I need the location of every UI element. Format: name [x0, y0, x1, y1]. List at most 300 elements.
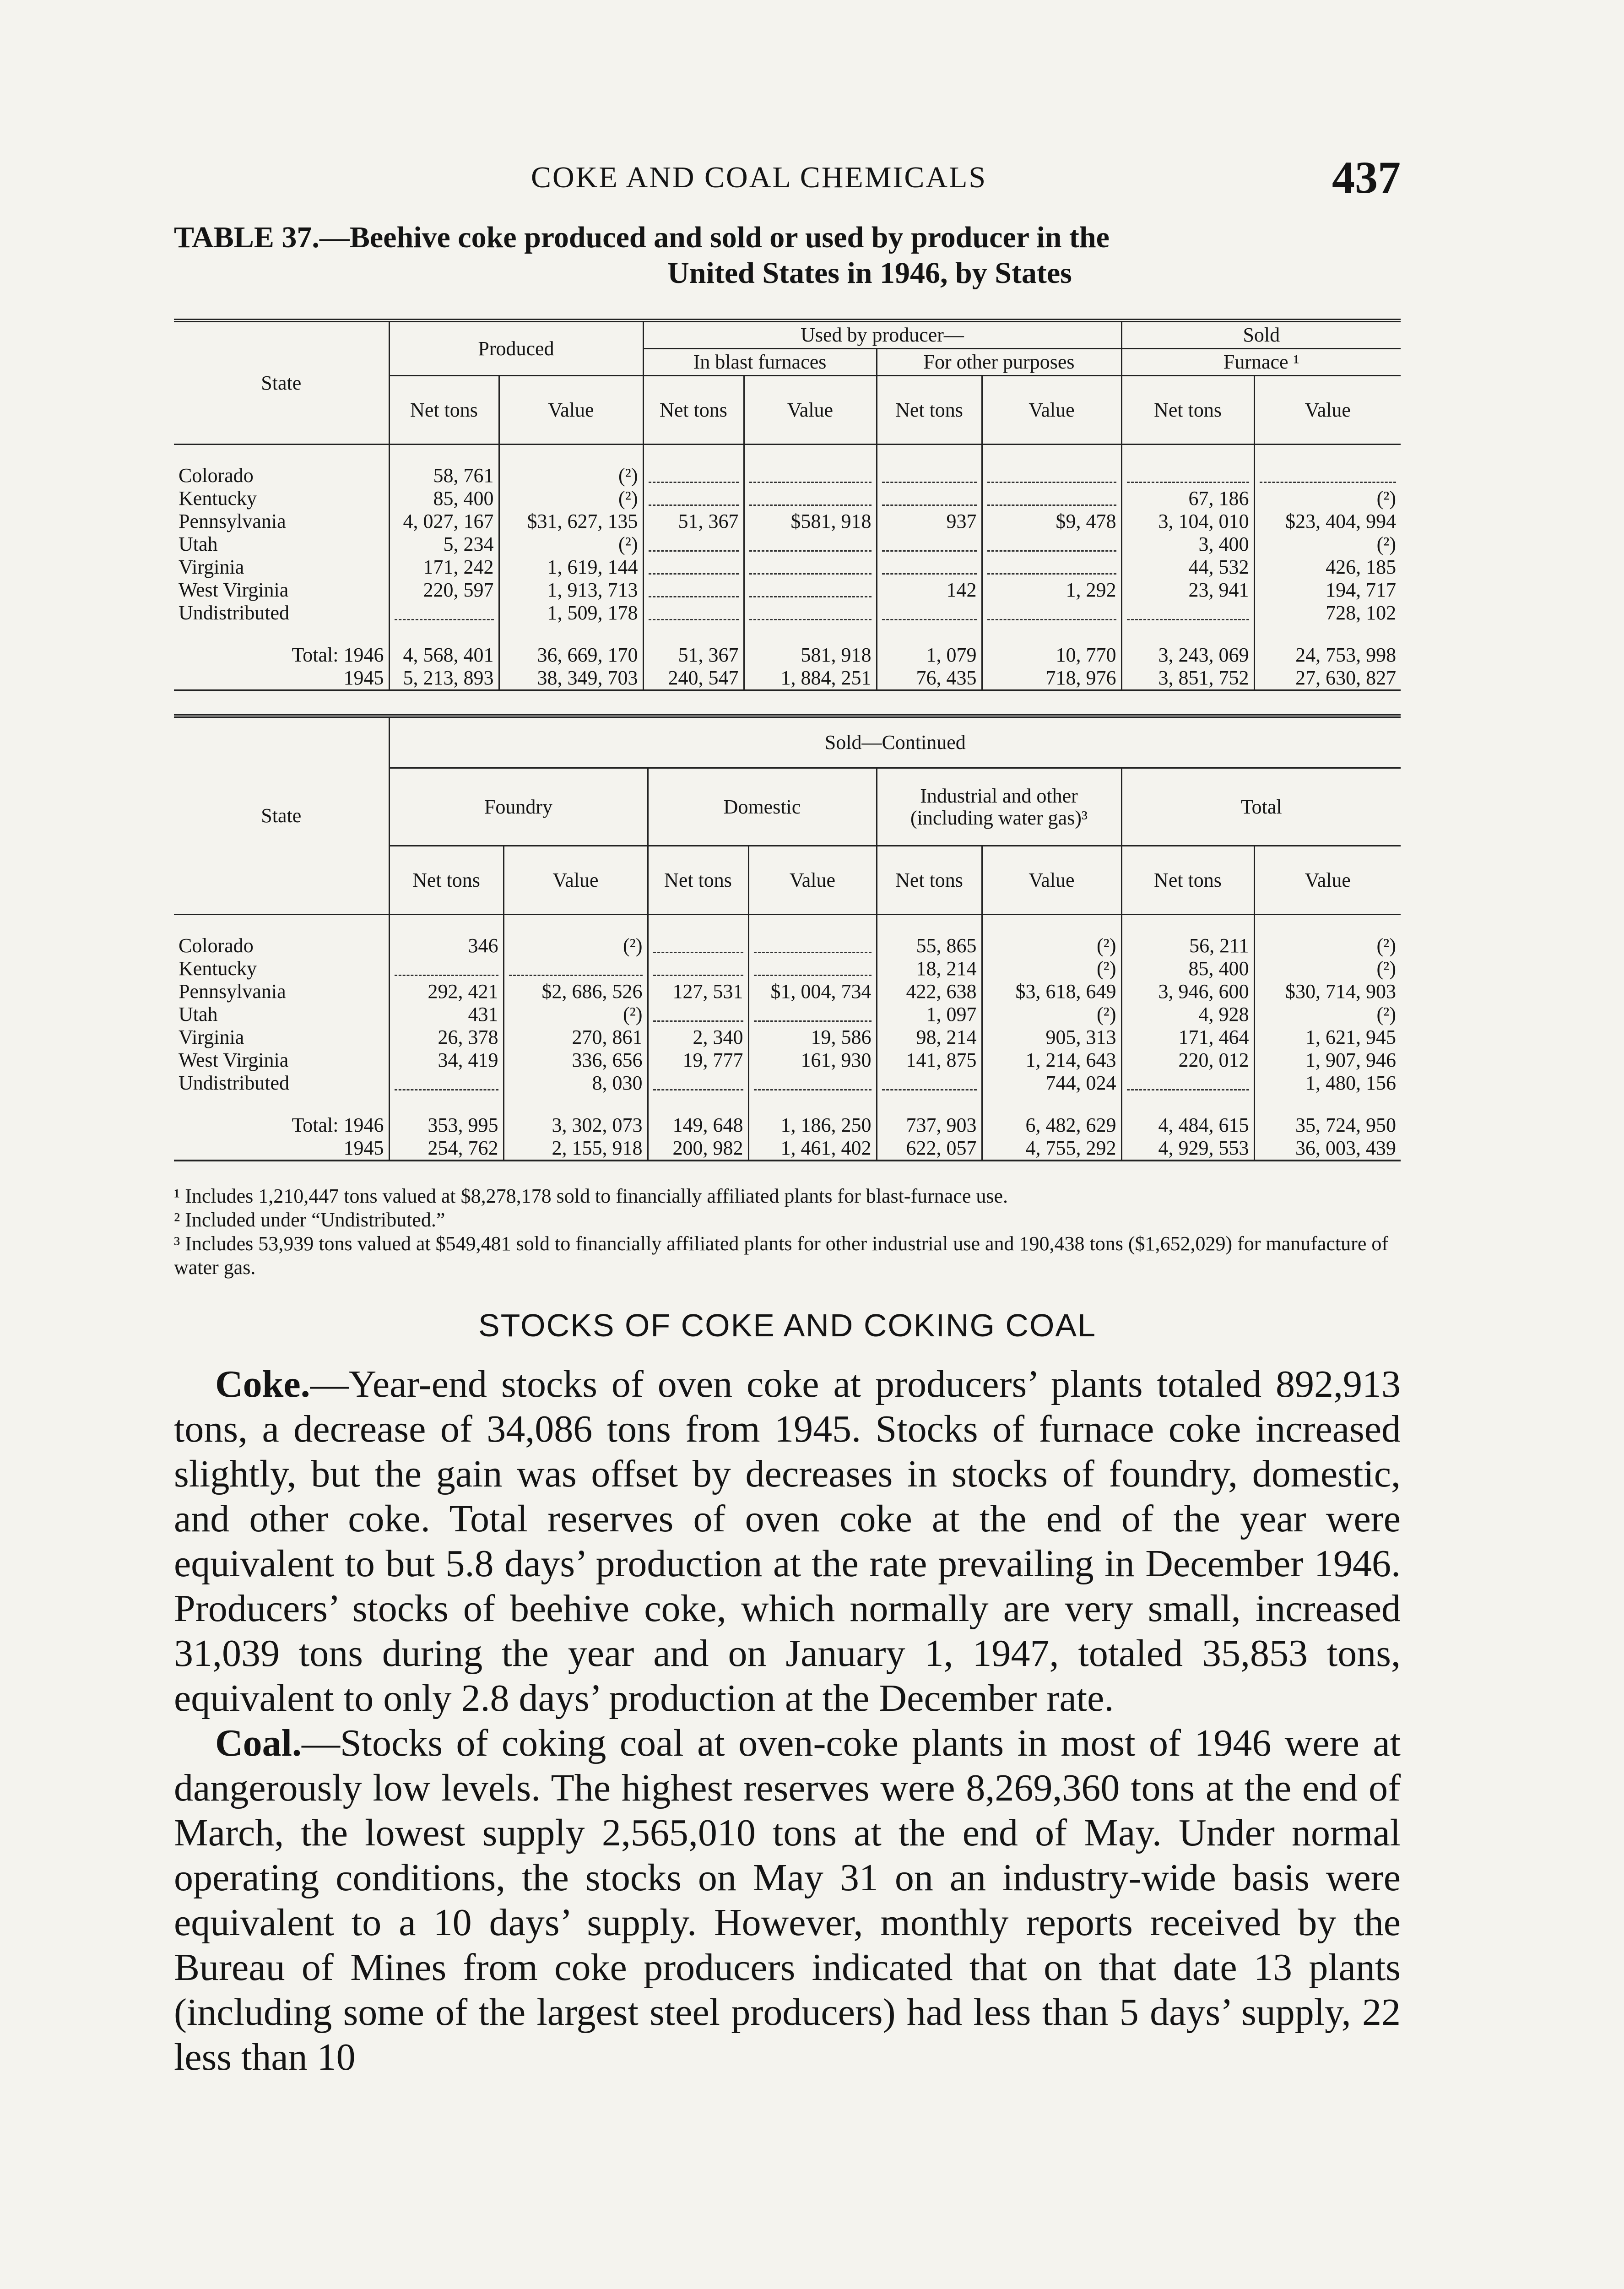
net-tons-header: Net tons — [389, 846, 503, 915]
dash-leader — [395, 609, 494, 620]
total-cell: 38, 349, 703 — [499, 667, 643, 690]
spacer-cell — [174, 915, 389, 935]
data-cell: 744, 024 — [982, 1072, 1121, 1095]
data-cell — [748, 957, 877, 980]
body-text — [174, 1362, 1401, 2080]
state-cell: Pennsylvania — [179, 510, 286, 532]
data-cell — [748, 1072, 877, 1095]
total-cell: 51, 367 — [643, 644, 744, 667]
table-row — [174, 602, 1401, 624]
data-cell — [877, 1072, 982, 1095]
dash-leader — [649, 586, 739, 597]
total-cell: 3, 243, 069 — [1121, 644, 1254, 667]
sold-header: Sold — [1121, 320, 1401, 349]
table-row — [174, 579, 1401, 602]
domestic-header: Domestic — [648, 768, 877, 846]
dash-leader — [653, 942, 743, 953]
dash-leader — [754, 942, 872, 953]
data-cell: 1, 097 — [877, 1003, 982, 1026]
data-cell — [748, 1003, 877, 1026]
dash-leader — [653, 1010, 743, 1022]
production-table — [174, 319, 1401, 691]
dash-leader — [987, 563, 1116, 575]
data-cell: 905, 313 — [982, 1026, 1121, 1049]
data-cell — [982, 533, 1121, 556]
total-cell: 24, 753, 998 — [1254, 644, 1401, 667]
table-row — [174, 957, 1401, 980]
spacer-cell — [499, 624, 643, 644]
dash-leader — [754, 1079, 872, 1090]
dash-leader — [653, 965, 743, 976]
data-cell — [389, 602, 499, 624]
data-cell: (²) — [499, 464, 643, 487]
data-cell: $2, 686, 526 — [503, 980, 648, 1003]
state-header: State — [174, 716, 389, 915]
data-cell: (²) — [982, 934, 1121, 957]
data-cell — [744, 533, 877, 556]
other-purposes-header: For other purposes — [877, 349, 1121, 376]
dash-leader — [749, 609, 872, 620]
total-row — [174, 1137, 1401, 1161]
spacer-cell — [499, 445, 643, 465]
data-cell — [1121, 464, 1254, 487]
data-cell — [643, 487, 744, 510]
total-cell: 254, 762 — [389, 1137, 503, 1161]
data-cell — [744, 487, 877, 510]
dash-leader — [749, 563, 872, 575]
data-cell: 19, 777 — [648, 1049, 748, 1072]
total-cell: 622, 057 — [877, 1137, 982, 1161]
spacer-cell — [744, 624, 877, 644]
coke-paragraph — [174, 1362, 1401, 1721]
dash-leader — [987, 494, 1116, 506]
dash-leader — [649, 540, 739, 552]
data-cell: 336, 656 — [503, 1049, 648, 1072]
produced-header: Produced — [389, 320, 643, 376]
dash-leader — [882, 472, 977, 483]
state-cell: West Virginia — [179, 1049, 289, 1071]
total-cell: 6, 482, 629 — [982, 1114, 1121, 1137]
data-cell — [982, 556, 1121, 579]
data-cell: 19, 586 — [748, 1026, 877, 1049]
total-cell: 4, 568, 401 — [389, 644, 499, 667]
foundry-header: Foundry — [389, 768, 648, 846]
data-cell: 141, 875 — [877, 1049, 982, 1072]
data-cell: 1, 913, 713 — [499, 579, 643, 602]
spacer-cell — [877, 624, 982, 644]
value-header: Value — [1254, 846, 1401, 915]
total-header: Total — [1121, 768, 1401, 846]
data-cell: 18, 214 — [877, 957, 982, 980]
dash-leader — [987, 609, 1116, 620]
dash-leader — [882, 1079, 977, 1090]
value-header: Value — [748, 846, 877, 915]
spacer-cell — [174, 624, 389, 644]
spacer-cell — [748, 1095, 877, 1114]
data-cell: (²) — [1254, 957, 1401, 980]
page-number: 437 — [1332, 152, 1401, 203]
data-cell: (²) — [503, 934, 648, 957]
data-cell: $30, 714, 903 — [1254, 980, 1401, 1003]
data-cell: 34, 419 — [389, 1049, 503, 1072]
table-caption-line2: United States in 1946, by States — [667, 256, 1072, 290]
data-cell: 44, 532 — [1121, 556, 1254, 579]
data-cell: 3, 104, 010 — [1121, 510, 1254, 533]
data-cell — [648, 1003, 748, 1026]
total-cell: 4, 755, 292 — [982, 1137, 1121, 1161]
state-cell: West Virginia — [179, 579, 289, 601]
spacer-cell — [174, 445, 389, 465]
dash-leader — [754, 1010, 872, 1022]
dash-leader — [882, 563, 977, 575]
spacer-cell — [1254, 915, 1401, 935]
table-caption — [174, 220, 1401, 291]
data-cell: 292, 421 — [389, 980, 503, 1003]
industrial-header: Industrial and other (including water gas)³ — [877, 768, 1121, 846]
data-cell — [648, 934, 748, 957]
dash-leader — [882, 494, 977, 506]
data-cell — [643, 464, 744, 487]
coke-lead: Coke. — [215, 1363, 310, 1405]
total-row — [174, 1114, 1401, 1137]
data-cell — [503, 957, 648, 980]
table-row — [174, 510, 1401, 533]
total-cell: 1, 186, 250 — [748, 1114, 877, 1137]
chapter-title: COKE AND COAL CHEMICALS — [531, 161, 987, 194]
data-cell — [982, 464, 1121, 487]
dash-leader — [649, 472, 739, 483]
table-row — [174, 1049, 1401, 1072]
state-cell: Undistributed — [179, 602, 289, 624]
data-cell: 171, 242 — [389, 556, 499, 579]
value-header: Value — [1254, 376, 1401, 445]
value-header: Value — [744, 376, 877, 445]
total-cell: 149, 648 — [648, 1114, 748, 1137]
state-cell: Virginia — [179, 556, 244, 578]
data-cell: 55, 865 — [877, 934, 982, 957]
data-cell: 4, 027, 167 — [389, 510, 499, 533]
net-tons-header: Net tons — [1121, 846, 1254, 915]
total-row — [174, 644, 1401, 667]
coal-paragraph — [174, 1721, 1401, 2080]
data-cell — [877, 464, 982, 487]
total-cell: 2, 155, 918 — [503, 1137, 648, 1161]
dash-leader — [395, 965, 498, 976]
total-cell: 4, 484, 615 — [1121, 1114, 1254, 1137]
data-cell: (²) — [499, 533, 643, 556]
data-cell — [744, 464, 877, 487]
dash-leader — [1127, 1079, 1249, 1090]
running-head — [174, 151, 1401, 201]
data-cell: 4, 928 — [1121, 1003, 1254, 1026]
state-cell: Pennsylvania — [179, 980, 286, 1003]
table-row — [174, 533, 1401, 556]
dash-leader — [882, 540, 977, 552]
value-header: Value — [982, 376, 1121, 445]
table-row — [174, 464, 1401, 487]
data-cell — [877, 487, 982, 510]
table-row — [174, 1072, 1401, 1095]
data-cell: (²) — [499, 487, 643, 510]
net-tons-header: Net tons — [877, 846, 982, 915]
total-cell: 3, 302, 073 — [503, 1114, 648, 1137]
data-cell: $1, 004, 734 — [748, 980, 877, 1003]
data-cell: $3, 618, 649 — [982, 980, 1121, 1003]
data-cell: 171, 464 — [1121, 1026, 1254, 1049]
data-cell: 8, 030 — [503, 1072, 648, 1095]
spacer-cell — [389, 1095, 503, 1114]
data-cell: 1, 621, 945 — [1254, 1026, 1401, 1049]
data-cell — [643, 556, 744, 579]
data-cell: 194, 717 — [1254, 579, 1401, 602]
dash-leader — [754, 965, 872, 976]
data-cell: 142 — [877, 579, 982, 602]
dash-leader — [509, 965, 643, 976]
table-part-1 — [174, 319, 1401, 691]
total-cell: 4, 929, 553 — [1121, 1137, 1254, 1161]
data-cell — [648, 1072, 748, 1095]
table-row — [174, 487, 1401, 510]
table-row — [174, 556, 1401, 579]
data-cell — [643, 579, 744, 602]
data-cell: 23, 941 — [1121, 579, 1254, 602]
spacer-cell — [982, 1095, 1121, 1114]
table-row — [174, 980, 1401, 1003]
dash-leader — [649, 609, 739, 620]
document-page — [174, 151, 1401, 2080]
spacer-cell — [877, 1095, 982, 1114]
data-cell: 5, 234 — [389, 533, 499, 556]
data-cell — [744, 579, 877, 602]
total-cell: 240, 547 — [643, 667, 744, 690]
total-cell: 718, 976 — [982, 667, 1121, 690]
total-label: 1945 — [343, 1137, 384, 1159]
data-cell: $31, 627, 135 — [499, 510, 643, 533]
spacer-cell — [503, 915, 648, 935]
dash-leader — [1127, 609, 1249, 620]
dash-leader — [882, 609, 977, 620]
data-cell — [877, 556, 982, 579]
total-cell: 1, 884, 251 — [744, 667, 877, 690]
net-tons-header: Net tons — [648, 846, 748, 915]
spacer-cell — [877, 445, 982, 465]
data-cell: 220, 012 — [1121, 1049, 1254, 1072]
spacer-cell — [503, 1095, 648, 1114]
spacer-cell — [389, 445, 499, 465]
total-label: 1945 — [343, 667, 384, 689]
data-cell: 728, 102 — [1254, 602, 1401, 624]
dash-leader — [749, 472, 872, 483]
data-cell: 3, 400 — [1121, 533, 1254, 556]
table-row — [174, 934, 1401, 957]
spacer-cell — [1254, 1095, 1401, 1114]
sold-continued-header: Sold—Continued — [389, 716, 1401, 768]
data-cell: 26, 378 — [389, 1026, 503, 1049]
spacer-cell — [643, 624, 744, 644]
spacer-cell — [643, 445, 744, 465]
data-cell: 1, 292 — [982, 579, 1121, 602]
coal-text: —Stocks of coking coal at oven-coke plants in most of 1946 were at dangerously low levels. The highest reserves were 8,269,360 tons at the end of March, the lowest supply 2,565,010 tons at the end of May. Under normal operating conditions, the stocks on May 31 on an industry-wide basis were equivalent to a 10 days’ supply. However, monthly reports received by the Bureau of Mines from coke producers indicated that on that date 13 plants (including some of the largest steel producers) had less than 5 days’ supply, 22 less than 10 — [174, 1722, 1401, 2078]
dash-leader — [749, 586, 872, 597]
table-row — [174, 1003, 1401, 1026]
spacer-cell — [744, 445, 877, 465]
data-cell: 1, 480, 156 — [1254, 1072, 1401, 1095]
data-cell — [643, 533, 744, 556]
data-cell: 85, 400 — [389, 487, 499, 510]
data-cell: 51, 367 — [643, 510, 744, 533]
total-cell: 5, 213, 893 — [389, 667, 499, 690]
total-cell: 76, 435 — [877, 667, 982, 690]
data-cell: 58, 761 — [389, 464, 499, 487]
spacer-cell — [1121, 1095, 1254, 1114]
data-cell: (²) — [503, 1003, 648, 1026]
data-cell: (²) — [982, 957, 1121, 980]
data-cell: $581, 918 — [744, 510, 877, 533]
net-tons-header: Net tons — [643, 376, 744, 445]
footnote-1: ¹ Includes 1,210,447 tons valued at $8,278,178 sold to financially affiliated plants for blast-furnace use. — [174, 1185, 1008, 1207]
data-cell: 270, 861 — [503, 1026, 648, 1049]
spacer-cell — [748, 915, 877, 935]
data-cell: (²) — [1254, 533, 1401, 556]
data-cell: 127, 531 — [648, 980, 748, 1003]
data-cell: 431 — [389, 1003, 503, 1026]
state-cell: Colorado — [179, 934, 254, 957]
dash-leader — [987, 540, 1116, 552]
data-cell: 426, 185 — [1254, 556, 1401, 579]
dash-leader — [1260, 472, 1397, 483]
data-cell: 56, 211 — [1121, 934, 1254, 957]
total-cell: 1, 461, 402 — [748, 1137, 877, 1161]
state-cell: Utah — [179, 1003, 218, 1025]
total-cell: 36, 003, 439 — [1254, 1137, 1401, 1161]
value-header: Value — [499, 376, 643, 445]
data-cell — [982, 487, 1121, 510]
total-cell: 353, 995 — [389, 1114, 503, 1137]
dash-leader — [395, 1079, 498, 1090]
state-cell: Utah — [179, 533, 218, 555]
spacer-cell — [174, 1095, 389, 1114]
table-part-2 — [174, 714, 1401, 1161]
data-cell: 67, 186 — [1121, 487, 1254, 510]
spacer-cell — [648, 915, 748, 935]
data-cell: (²) — [1254, 487, 1401, 510]
total-cell: 1, 079 — [877, 644, 982, 667]
spacer-cell — [877, 915, 982, 935]
data-cell — [748, 934, 877, 957]
data-cell: (²) — [1254, 1003, 1401, 1026]
data-cell: 1, 907, 946 — [1254, 1049, 1401, 1072]
state-cell: Undistributed — [179, 1072, 289, 1094]
data-cell — [982, 602, 1121, 624]
data-cell: 1, 509, 178 — [499, 602, 643, 624]
coal-lead: Coal. — [215, 1722, 302, 1764]
state-cell: Colorado — [179, 464, 254, 487]
net-tons-header: Net tons — [1121, 376, 1254, 445]
table-caption-line1: TABLE 37.—Beehive coke produced and sold or used by producer in the — [174, 221, 1110, 254]
spacer-cell — [1254, 445, 1401, 465]
net-tons-header: Net tons — [877, 376, 982, 445]
spacer-cell — [1121, 624, 1254, 644]
total-cell: 10, 770 — [982, 644, 1121, 667]
spacer-cell — [389, 915, 503, 935]
state-header: State — [174, 320, 389, 445]
data-cell — [1254, 464, 1401, 487]
data-cell: 161, 930 — [748, 1049, 877, 1072]
data-cell: 1, 214, 643 — [982, 1049, 1121, 1072]
data-cell: $23, 404, 994 — [1254, 510, 1401, 533]
dash-leader — [649, 494, 739, 506]
furnace-header: Furnace ¹ — [1121, 349, 1401, 376]
net-tons-header: Net tons — [389, 376, 499, 445]
state-cell: Virginia — [179, 1026, 244, 1048]
total-cell: 3, 851, 752 — [1121, 667, 1254, 690]
sales-table — [174, 714, 1401, 1161]
total-label: Total: 1946 — [292, 1114, 384, 1136]
data-cell: 3, 946, 600 — [1121, 980, 1254, 1003]
spacer-cell — [648, 1095, 748, 1114]
data-cell: 422, 638 — [877, 980, 982, 1003]
used-by-producer-header: Used by producer— — [643, 320, 1121, 349]
spacer-cell — [982, 624, 1121, 644]
table-footnotes — [174, 1184, 1401, 1280]
total-cell: 35, 724, 950 — [1254, 1114, 1401, 1137]
data-cell — [1121, 1072, 1254, 1095]
data-cell: 98, 214 — [877, 1026, 982, 1049]
spacer-cell — [982, 445, 1121, 465]
spacer-cell — [982, 915, 1121, 935]
spacer-cell — [1121, 445, 1254, 465]
data-cell — [389, 1072, 503, 1095]
total-cell: 200, 982 — [648, 1137, 748, 1161]
data-cell: (²) — [982, 1003, 1121, 1026]
section-heading: STOCKS OF COKE AND COKING COAL — [478, 1307, 1097, 1343]
value-header: Value — [503, 846, 648, 915]
data-cell: 85, 400 — [1121, 957, 1254, 980]
dash-leader — [653, 1079, 743, 1090]
value-header: Value — [982, 846, 1121, 915]
blast-furnaces-header: In blast furnaces — [643, 349, 877, 376]
data-cell: $9, 478 — [982, 510, 1121, 533]
coke-text: —Year-end stocks of oven coke at producers’ plants totaled 892,913 tons, a decrease of 34,086 tons from 1945. Stocks of furnace coke increased slightly, but the gain was offset by decreases in stocks of foundry, domestic, and other coke. Total reserves of oven coke at the end of the year were equivalent to but 5.8 days’ production at the rate prevailing in December 1946. Producers’ stocks of beehive coke, which normally are very small, increased 31,039 tons during the year and on January 1, 1947, totaled 35,853 tons, equivalent to only 2.8 days’ production at the December rate. — [174, 1363, 1401, 1719]
data-cell — [877, 602, 982, 624]
data-cell — [877, 533, 982, 556]
spacer-cell — [1254, 624, 1401, 644]
footnote-2: ² Included under “Undistributed.” — [174, 1209, 445, 1231]
table-row — [174, 1026, 1401, 1049]
spacer-cell — [1121, 915, 1254, 935]
dash-leader — [1127, 472, 1249, 483]
dash-leader — [749, 494, 872, 506]
total-cell: 581, 918 — [744, 644, 877, 667]
data-cell — [744, 556, 877, 579]
total-cell: 36, 669, 170 — [499, 644, 643, 667]
dash-leader — [987, 472, 1116, 483]
data-cell — [648, 957, 748, 980]
data-cell — [643, 602, 744, 624]
total-row — [174, 667, 1401, 690]
dash-leader — [649, 563, 739, 575]
data-cell: 346 — [389, 934, 503, 957]
data-cell: 2, 340 — [648, 1026, 748, 1049]
data-cell — [744, 602, 877, 624]
footnote-3: ³ Includes 53,939 tons valued at $549,481 sold to financially affiliated plants for other industrial use and 190,438 tons ($1,652,029) for manufacture of water gas. — [174, 1232, 1389, 1279]
total-cell: 27, 630, 827 — [1254, 667, 1401, 690]
data-cell: 220, 597 — [389, 579, 499, 602]
data-cell — [1121, 602, 1254, 624]
state-cell: Kentucky — [179, 957, 257, 980]
spacer-cell — [389, 624, 499, 644]
data-cell: (²) — [1254, 934, 1401, 957]
